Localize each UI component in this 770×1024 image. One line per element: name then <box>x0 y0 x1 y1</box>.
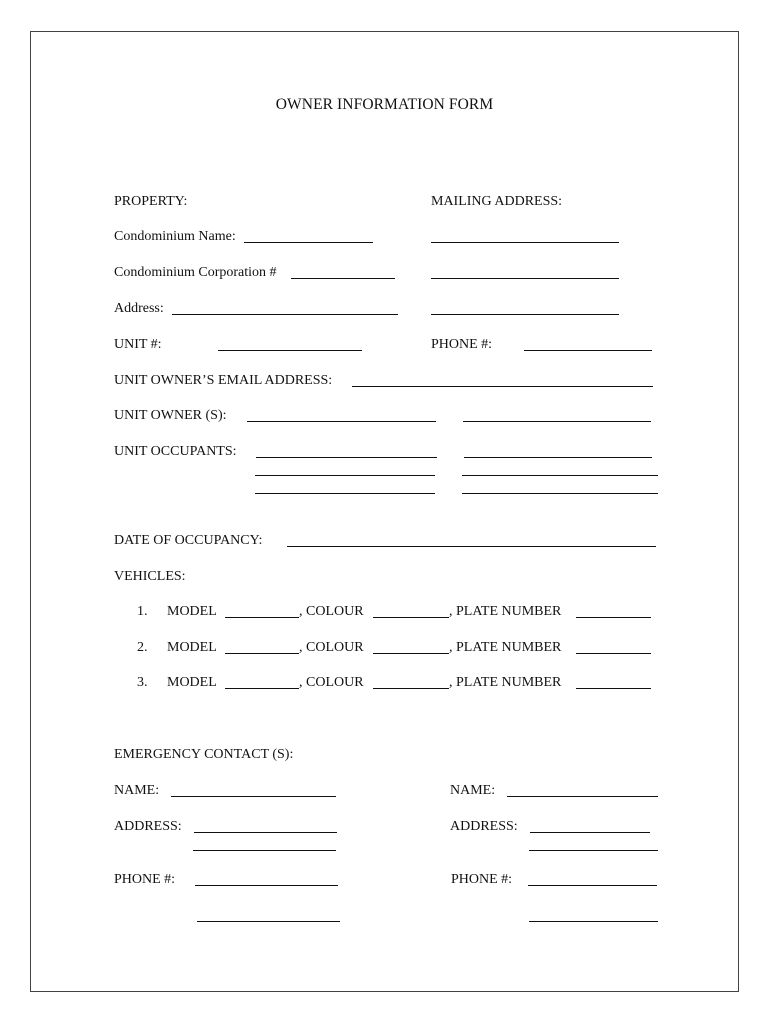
property-address-field[interactable] <box>172 314 398 315</box>
vehicle-number: 2. <box>137 640 148 655</box>
vehicle-plate-field[interactable] <box>576 617 651 618</box>
emergency-phone-field-2b[interactable] <box>529 921 658 922</box>
vehicle-colour-field[interactable] <box>373 617 449 618</box>
emergency-phone-label-2: PHONE #: <box>451 872 513 887</box>
vehicle-plate-field[interactable] <box>576 688 651 689</box>
form-title: OWNER INFORMATION FORM <box>275 96 494 113</box>
emergency-phone-label-1: PHONE #: <box>114 872 176 887</box>
property-address-label: Address: <box>114 301 164 316</box>
emergency-name-label-1: NAME: <box>114 783 160 798</box>
occupant-field-6[interactable] <box>462 493 658 494</box>
occupant-field-1[interactable] <box>256 457 437 458</box>
mailing-address-line-1[interactable] <box>431 242 619 243</box>
emergency-name-label-2: NAME: <box>450 783 496 798</box>
mailing-address-line-2[interactable] <box>431 278 619 279</box>
vehicle-model-field[interactable] <box>225 688 299 689</box>
vehicle-model-field[interactable] <box>225 653 299 654</box>
mailing-address-heading: MAILING ADDRESS: <box>431 194 563 209</box>
emergency-address-field-1a[interactable] <box>194 832 337 833</box>
unit-number-label: UNIT #: <box>114 337 162 352</box>
emergency-phone-field-1b[interactable] <box>197 921 340 922</box>
emergency-name-field-1[interactable] <box>171 796 336 797</box>
unit-owners-label: UNIT OWNER (S): <box>114 408 227 423</box>
mailing-address-line-3[interactable] <box>431 314 619 315</box>
unit-owner-field-2[interactable] <box>463 421 651 422</box>
condominium-corporation-label: Condominium Corporation # <box>114 265 277 280</box>
vehicle-model-label: MODEL <box>167 604 217 619</box>
property-heading: PROPERTY: <box>114 194 188 209</box>
vehicle-colour-field[interactable] <box>373 653 449 654</box>
unit-number-field[interactable] <box>218 350 362 351</box>
occupant-field-5[interactable] <box>255 493 435 494</box>
condominium-name-label: Condominium Name: <box>114 229 236 244</box>
date-of-occupancy-field[interactable] <box>287 546 656 547</box>
emergency-address-field-2b[interactable] <box>529 850 658 851</box>
vehicle-number: 1. <box>137 604 148 619</box>
occupant-field-2[interactable] <box>464 457 652 458</box>
vehicle-colour-field[interactable] <box>373 688 449 689</box>
condominium-corporation-field[interactable] <box>291 278 395 279</box>
owner-email-label: UNIT OWNER’S EMAIL ADDRESS: <box>114 373 333 388</box>
vehicle-plate-label: , PLATE NUMBER <box>449 675 562 690</box>
unit-owner-field-1[interactable] <box>247 421 436 422</box>
vehicle-colour-label: , COLOUR <box>299 604 364 619</box>
vehicle-model-label: MODEL <box>167 640 217 655</box>
occupant-field-4[interactable] <box>462 475 658 476</box>
vehicles-heading: VEHICLES: <box>114 569 186 584</box>
vehicle-plate-label: , PLATE NUMBER <box>449 604 562 619</box>
vehicle-plate-field[interactable] <box>576 653 651 654</box>
vehicle-colour-label: , COLOUR <box>299 640 364 655</box>
emergency-phone-field-2a[interactable] <box>528 885 657 886</box>
emergency-address-field-1b[interactable] <box>193 850 336 851</box>
vehicle-plate-label: , PLATE NUMBER <box>449 640 562 655</box>
emergency-address-field-2a[interactable] <box>530 832 650 833</box>
vehicle-number: 3. <box>137 675 148 690</box>
emergency-contact-heading: EMERGENCY CONTACT (S): <box>114 747 294 762</box>
vehicle-colour-label: , COLOUR <box>299 675 364 690</box>
emergency-address-label-1: ADDRESS: <box>114 819 182 834</box>
emergency-phone-field-1a[interactable] <box>195 885 338 886</box>
date-of-occupancy-label: DATE OF OCCUPANCY: <box>114 533 263 548</box>
vehicle-model-field[interactable] <box>225 617 299 618</box>
emergency-address-label-2: ADDRESS: <box>450 819 518 834</box>
unit-occupants-label: UNIT OCCUPANTS: <box>114 444 237 459</box>
owner-email-field[interactable] <box>352 386 653 387</box>
occupant-field-3[interactable] <box>255 475 435 476</box>
phone-number-field[interactable] <box>524 350 652 351</box>
form-page <box>30 31 739 992</box>
phone-number-label: PHONE #: <box>431 337 493 352</box>
emergency-name-field-2[interactable] <box>507 796 658 797</box>
condominium-name-field[interactable] <box>244 242 373 243</box>
vehicle-model-label: MODEL <box>167 675 217 690</box>
